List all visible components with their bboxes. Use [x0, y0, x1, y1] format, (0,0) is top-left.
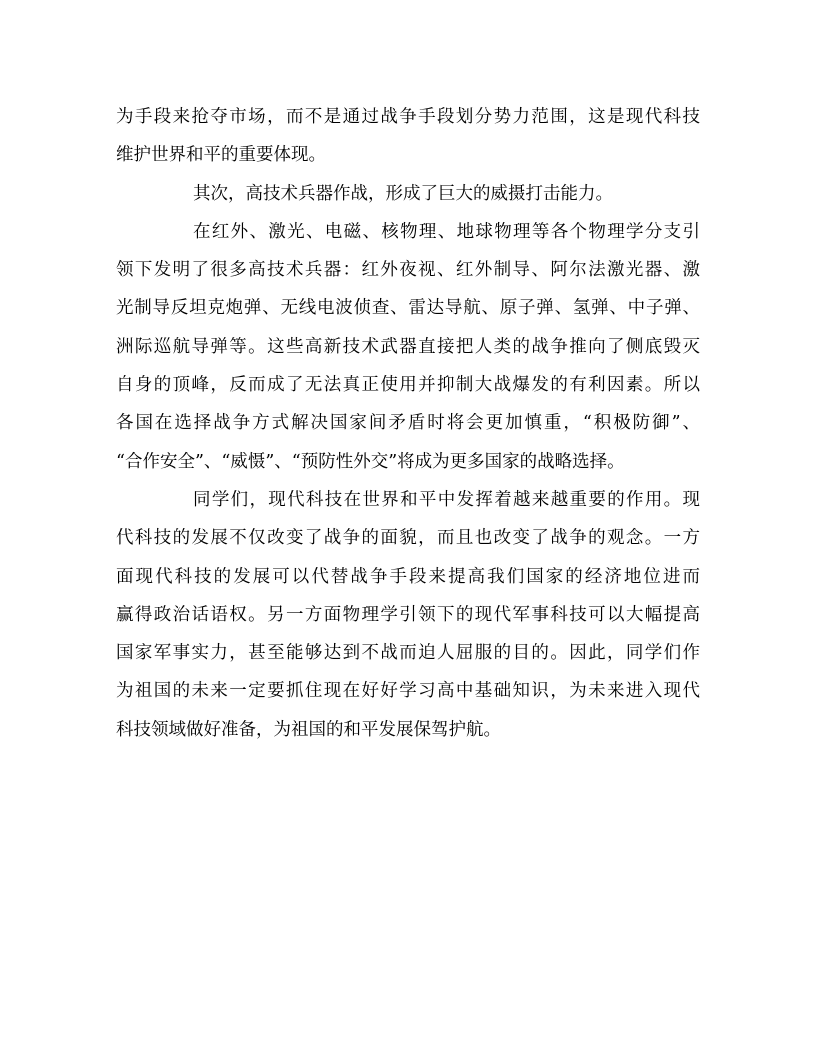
text-line: 科技领域做好准备，为祖国的和平发展保驾护航。: [116, 719, 501, 740]
text-line: 面现代科技的发展可以代替战争手段来提高我们国家的经济地位进而: [116, 566, 700, 587]
text-line: 各国在选择战争方式解决国家间矛盾时将会更加慎重，“积极防御”、: [116, 413, 700, 434]
text-line: 代科技的发展不仅改变了战争的面貌，而且也改变了战争的观念。一方: [116, 528, 700, 549]
text-line: 光制导反坦克炮弹、无线电波侦查、雷达导航、原子弹、氢弹、中子弹、: [116, 298, 700, 319]
text-line: 自身的顶峰，反而成了无法真正使用并抑制大战爆发的有利因素。所以: [116, 375, 700, 396]
text-line: 领下发明了很多高技术兵器：红外夜视、红外制导、阿尔法激光器、激: [116, 260, 700, 281]
text-line: “合作安全”、“威慑”、“预防性外交”将成为更多国家的战略选择。: [116, 451, 625, 472]
text-line: 同学们，现代科技在世界和平中发挥着越来越重要的作用。现: [193, 489, 700, 510]
text-line: 国家军事实力，甚至能够达到不战而迫人屈服的目的。因此，同学们作: [116, 643, 700, 664]
paragraph-heading: 其次，高技术兵器作战，形成了巨大的威摄打击能力。: [193, 183, 613, 204]
body-text: [116, 98, 700, 749]
text-line: 在红外、激光、电磁、核物理、地球物理等各个物理学分支引: [193, 221, 700, 242]
text-line: 洲际巡航导弹等。这些高新技术武器直接把人类的战争推向了侧底毁灭: [116, 336, 700, 357]
text-line: 为手段来抢夺市场，而不是通过战争手段划分势力范围，这是现代科技: [116, 107, 700, 127]
text-line: 为祖国的未来一定要抓住现在好好学习高中基础知识，为未来进入现代: [116, 681, 700, 702]
text-line: 维护世界和平的重要体现。: [116, 145, 326, 166]
text-line: 赢得政治话语权。另一方面物理学引领下的现代军事科技可以大幅提高: [116, 604, 700, 625]
